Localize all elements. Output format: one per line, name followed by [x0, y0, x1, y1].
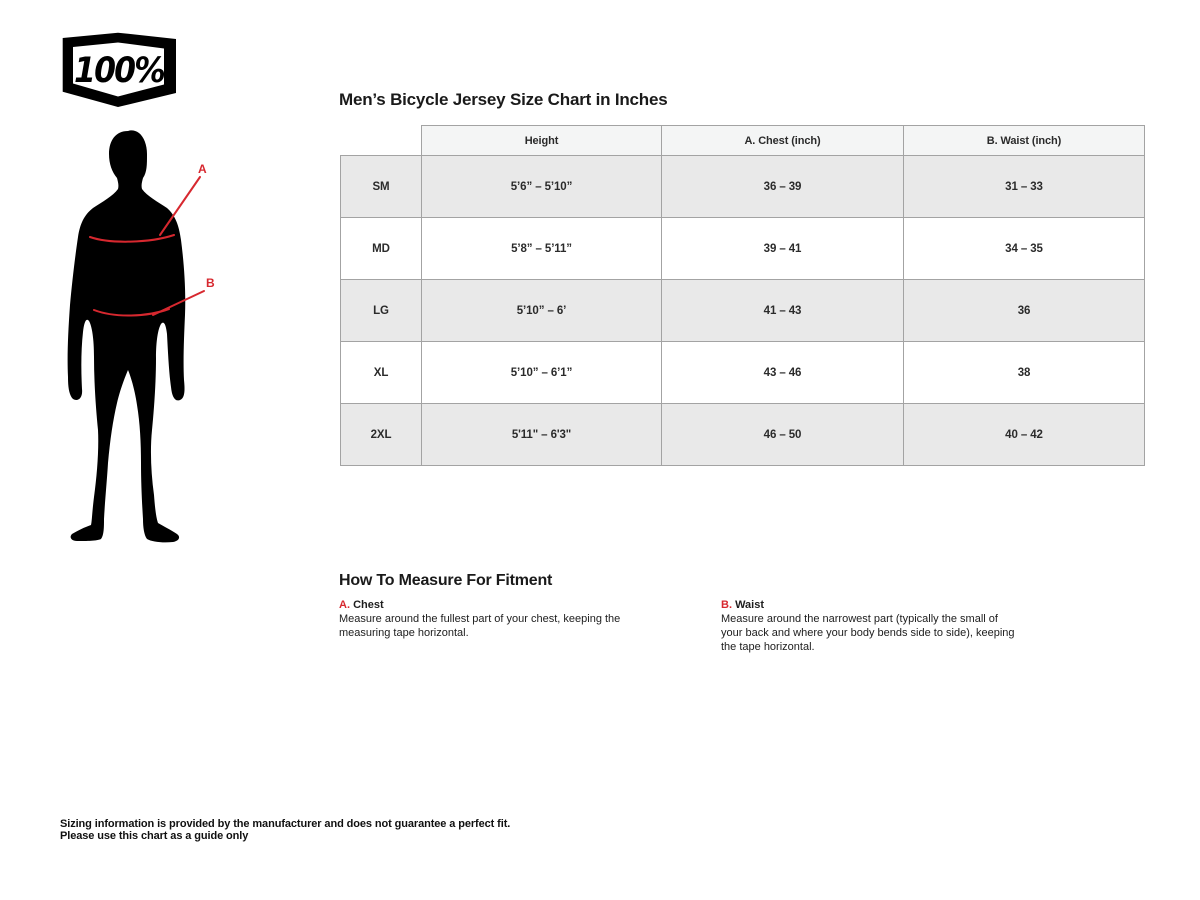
- size-label: SM: [341, 156, 422, 218]
- size-label: XL: [341, 342, 422, 404]
- figure-label-b: B: [206, 276, 215, 290]
- waist-value: 36: [904, 280, 1145, 342]
- measure-section-heading: How To Measure For Fitment: [339, 572, 553, 589]
- body-silhouette: [68, 130, 186, 542]
- measurement-figure: [55, 125, 230, 550]
- size-chart-title: Men’s Bicycle Jersey Size Chart in Inches: [339, 90, 668, 109]
- brand-logo-text: 100%: [74, 51, 165, 91]
- measure-chest-text: Measure around the fullest part of your chest, keeping the measuring tape horizontal.: [339, 613, 621, 639]
- header-blank-cell: [341, 126, 422, 156]
- waist-value: 40 – 42: [904, 404, 1145, 466]
- sizing-disclaimer: [60, 818, 510, 842]
- disclaimer-line-1: Sizing information is provided by the manufacturer and does not guarantee a perfect fit.: [60, 818, 511, 830]
- header-chest: A. Chest (inch): [662, 126, 904, 156]
- waist-value: 34 – 35: [904, 218, 1145, 280]
- measure-chest-key: A.: [339, 599, 350, 611]
- header-height: Height: [422, 126, 662, 156]
- size-label: MD: [341, 218, 422, 280]
- size-label: 2XL: [341, 404, 422, 466]
- chest-leader-line: [160, 177, 200, 235]
- chest-value: 41 – 43: [662, 280, 904, 342]
- size-label: LG: [341, 280, 422, 342]
- measure-waist-key: B.: [721, 599, 732, 611]
- measure-chest-name: Chest: [353, 599, 384, 611]
- chest-value: 39 – 41: [662, 218, 904, 280]
- measure-item-waist: [721, 598, 1021, 654]
- measure-item-chest: [339, 598, 631, 640]
- measure-waist-text: Measure around the narrowest part (typically the small of your back and where your body bends side to side), keeping the tape horizontal.: [721, 613, 1015, 653]
- height-value: 5'11" – 6'3": [422, 404, 662, 466]
- table-row-xl: [341, 342, 1145, 404]
- waist-value: 38: [904, 342, 1145, 404]
- waist-value: 31 – 33: [904, 156, 1145, 218]
- height-value: 5’8” – 5’11”: [422, 218, 662, 280]
- measure-chest-label: [339, 598, 631, 612]
- height-value: 5’10” – 6’1”: [422, 342, 662, 404]
- header-waist: B. Waist (inch): [904, 126, 1145, 156]
- size-chart-table: [340, 125, 1145, 466]
- chest-value: 36 – 39: [662, 156, 904, 218]
- height-value: 5’10” – 6’: [422, 280, 662, 342]
- table-row-md: [341, 218, 1145, 280]
- chest-value: 46 – 50: [662, 404, 904, 466]
- disclaimer-line-2: Please use this chart as a guide only: [60, 830, 249, 842]
- table-row-lg: [341, 280, 1145, 342]
- measure-waist-label: [721, 598, 1021, 612]
- chest-value: 43 – 46: [662, 342, 904, 404]
- table-row-sm: [341, 156, 1145, 218]
- measure-waist-name: Waist: [735, 599, 764, 611]
- height-value: 5’6” – 5’10”: [422, 156, 662, 218]
- table-header-row: [341, 126, 1145, 156]
- table-row-2xl: [341, 404, 1145, 466]
- brand-logo-icon: [58, 30, 182, 110]
- figure-label-a: A: [198, 162, 207, 176]
